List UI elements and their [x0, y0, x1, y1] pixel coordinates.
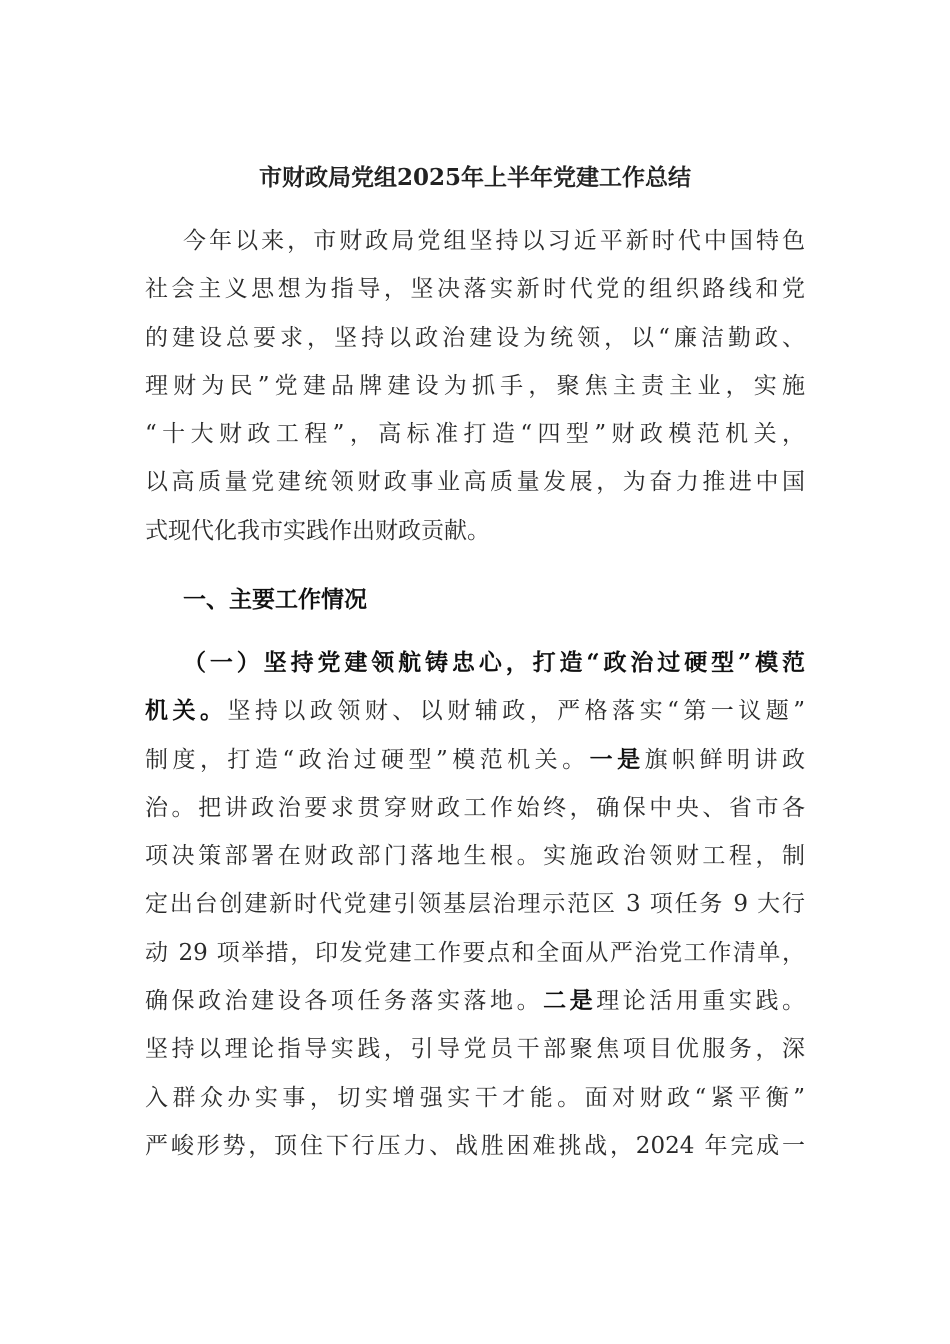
text-line — [145, 784, 805, 832]
bold-text: 二是 — [543, 987, 597, 1015]
text-run: 以高质量党建统领财政事业高质量发展，为奋力推进中国 — [145, 469, 805, 496]
text-line — [145, 314, 805, 362]
text-run: 制度，打造“政治过硬型”模范机关。 — [145, 746, 590, 773]
text-run: 旗帜鲜明讲政 — [644, 746, 805, 773]
text-line — [145, 639, 805, 687]
text-line — [145, 1025, 805, 1073]
text-run: 式现代化我市实践作出财政贡献。 — [145, 517, 490, 544]
text-line — [145, 458, 805, 506]
bold-text: （一）坚持党建领航铸忠心，打造“政治过硬型”模范 — [183, 649, 805, 676]
bold-text: 一是 — [589, 745, 645, 773]
text-line — [145, 929, 805, 977]
intro-paragraph — [145, 217, 805, 555]
text-line — [145, 977, 805, 1025]
text-line — [145, 265, 805, 313]
text-line — [145, 736, 805, 784]
text-run: 定出台创建新时代党建引领基层治理示范区 3 项任务 9 大行 — [145, 891, 805, 918]
text-run: 动 29 项举措，印发党建工作要点和全面从严治党工作清单， — [145, 939, 805, 966]
text-run: 的建设总要求，坚持以政治建设为统领，以“廉洁勤政、 — [145, 324, 805, 351]
text-run: 坚持以政领财、以财辅政，严格落实“第一议题” — [227, 698, 805, 725]
text-line — [145, 362, 805, 410]
text-run: 确保政治建设各项任务落实落地。 — [145, 988, 544, 1015]
text-line — [145, 217, 805, 265]
text-line — [145, 687, 805, 735]
text-run: 治。把讲政治要求贯穿财政工作始终，确保中央、省市各 — [145, 794, 805, 821]
bold-text: 机关。 — [145, 697, 228, 725]
section-heading: 一、主要工作情况 — [183, 586, 367, 613]
text-run: 理财为民”党建品牌建设为抓手，聚焦主责主业，实施 — [145, 372, 805, 399]
text-line — [145, 880, 805, 928]
text-run: 今年以来，市财政局党组坚持以习近平新时代中国特色 — [183, 228, 805, 254]
text-run: 社会主义思想为指导，坚决落实新时代党的组织路线和党 — [145, 276, 805, 303]
text-run: “十大财政工程”，高标准打造“四型”财政模范机关， — [145, 421, 805, 448]
text-run: 严峻形势，顶住下行压力、战胜困难挑战，2024 年完成一 — [145, 1132, 805, 1159]
text-line — [145, 507, 805, 555]
text-run: 入群众办实事，切实增强实干才能。面对财政“紧平衡” — [145, 1084, 805, 1111]
text-line — [145, 410, 805, 458]
text-run: 坚持以理论指导实践，引导党员干部聚焦项目优服务，深 — [145, 1036, 805, 1063]
text-line — [145, 1122, 805, 1170]
text-run: 项决策部署在财政部门落地生根。实施政治领财工程，制 — [145, 843, 805, 870]
text-line — [145, 1074, 805, 1122]
document-title: 市财政局党组2025年上半年党建工作总结 — [258, 164, 691, 191]
section-1-paragraph — [145, 639, 805, 1170]
text-line — [145, 832, 805, 880]
text-run: 理论活用重实践。 — [596, 988, 806, 1015]
